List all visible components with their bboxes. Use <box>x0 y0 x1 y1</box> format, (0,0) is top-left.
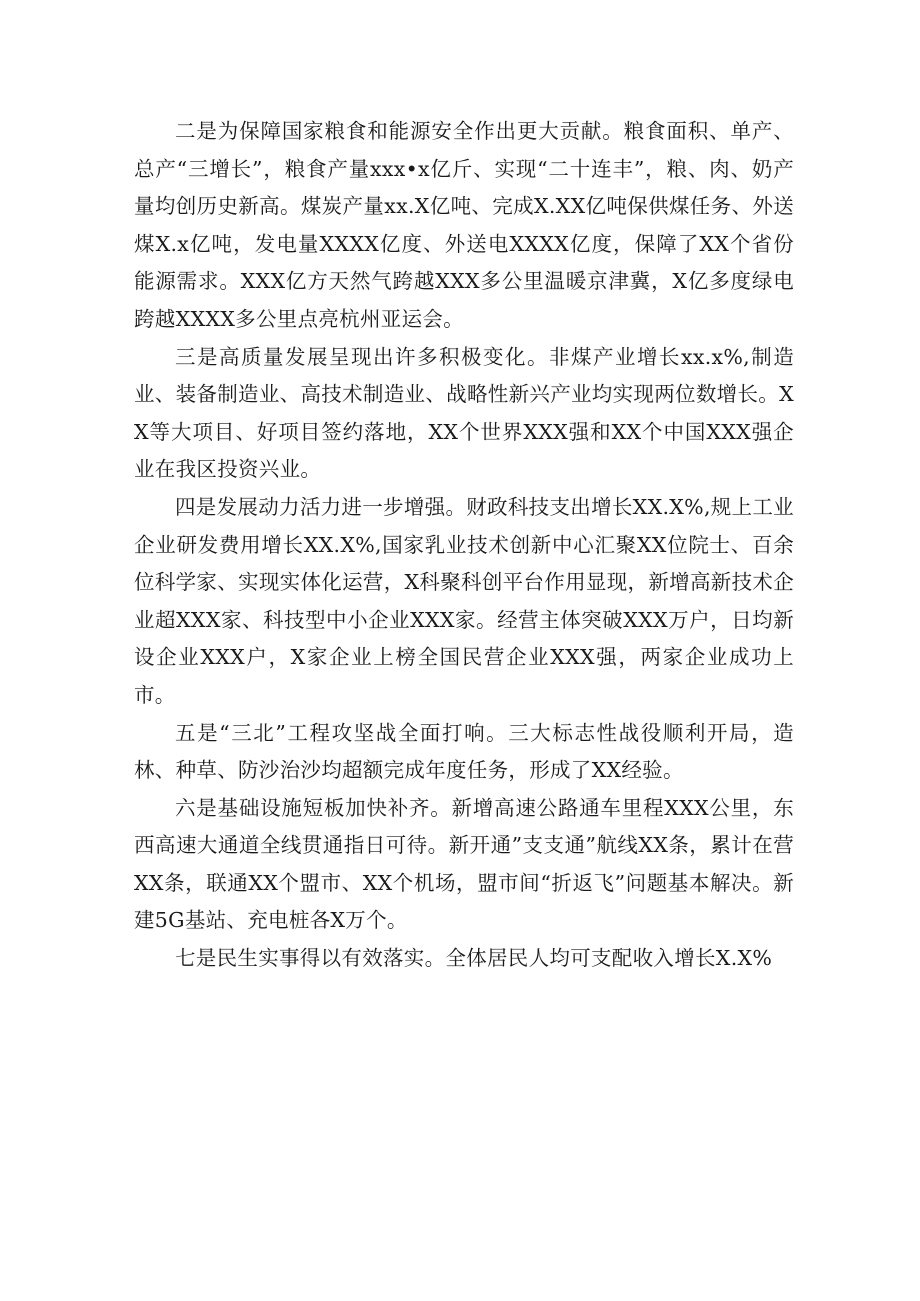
paragraph-infrastructure: 六是基础设施短板加快补齐。新增高速公路通车里程XXX公里，东西高速大通道全线贯通指日可待。新开通”支支通”航线XX条，累计在营XX条，联通XX个盟市、XX个机场，盟市间“折返飞”问题基本解决。新建5G基站、充电桩各X万个。 <box>134 795 794 933</box>
paragraph-high-quality-development: 三是高质量发展呈现出许多积极变化。非煤产业增长xx.x%,制造业、装备制造业、高技术制造业、战略性新兴产业均实现两位数增长。XX等大项目、好项目签约落地，XX个世界XXX强和XX个中国XXX强企业在我区投资兴业。 <box>134 344 794 482</box>
paragraph-development-momentum: 四是发展动力活力进一步增强。财政科技支出增长XX.X%,规上工业企业研发费用增长XX.X%,国家乳业技术创新中心汇聚XX位院士、百余位科学家、实现实体化运营，X科聚科创平台作用显现，新增高新技术企业超XXX家、科技型中小企业XXX家。经营主体突破XXX万户，日均新设企业XXX户，X家企业上榜全国民营企业XXX强，两家企业成功上市。 <box>134 494 794 707</box>
paragraph-grain-energy-security: 二是为保障国家粮食和能源安全作出更大贡献。粮食面积、单产、总产“三增长”，粮食产量xxx•x亿斤、实现“二十连丰”，粮、肉、奶产量均创历史新高。煤炭产量xx.X亿吨、完成X.XX亿吨保供煤任务、外送煤X.x亿吨，发电量XXXX亿度、外送电XXXX亿度，保障了XX个省份能源需求。XXX亿方天然气跨越XXX多公里温暖京津冀，X亿多度绿电跨越XXXX多公里点亮杭州亚运会。 <box>134 119 794 331</box>
document-body <box>134 113 794 978</box>
paragraph-three-north-project: 五是“三北”工程攻坚战全面打响。三大标志性战役顺利开局，造林、种草、防沙治沙均超额完成年度任务，形成了XX经验。 <box>134 720 794 783</box>
paragraph-livelihood: 七是民生实事得以有效落实。全体居民人均可支配收入增长X.X% <box>175 946 773 971</box>
